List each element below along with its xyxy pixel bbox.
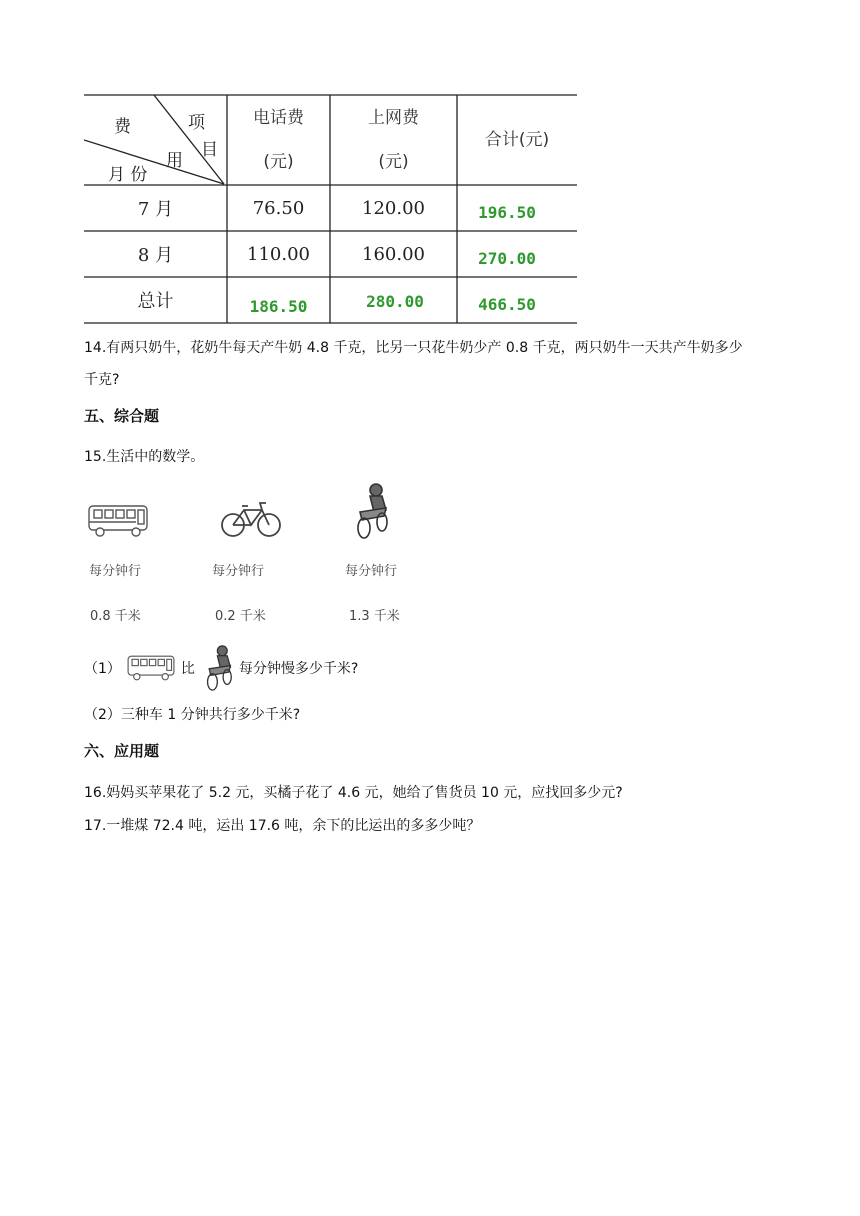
vehicle-caption: 每分钟行 bbox=[212, 564, 265, 579]
section-heading-6: 六、应用题 bbox=[84, 742, 160, 760]
header-internet-fee-unit: (元) bbox=[378, 152, 409, 172]
header-internet-fee bbox=[330, 95, 457, 185]
bus-icon bbox=[121, 653, 181, 683]
phone-fee-cell: 110.00 bbox=[247, 243, 310, 265]
question-15-sub2: （2）三种车 1 分钟共行多少千米? bbox=[84, 707, 301, 723]
header-internet-fee-label: 上网费 bbox=[368, 108, 419, 128]
internet-fee-cell: 120.00 bbox=[362, 197, 425, 219]
corner-label-mu: 目 bbox=[201, 140, 218, 160]
vehicle-caption: 每分钟行 bbox=[345, 564, 398, 579]
question-15-sub1 bbox=[84, 644, 358, 692]
header-total bbox=[457, 95, 577, 185]
row-label: 7 月 bbox=[137, 199, 174, 220]
question-15-title: 15.生活中的数学。 bbox=[84, 449, 205, 465]
vehicle-speed: 0.8 千米 bbox=[90, 609, 141, 624]
question-14-line1: 14.有两只奶牛，花奶牛每天产牛奶 4.8 千克，比另一只花牛奶少产 0.8 千克，两只奶牛一天共产牛奶多少 bbox=[84, 340, 743, 356]
motorcycle-icon bbox=[201, 644, 237, 692]
vehicle-speed: 0.2 千米 bbox=[215, 609, 266, 624]
phone-fee-cell: 76.50 bbox=[252, 197, 305, 219]
motorcycle-icon bbox=[350, 482, 394, 540]
corner-label-month: 月 份 bbox=[108, 165, 148, 185]
sub1-question: 每分钟慢多少千米? bbox=[238, 661, 359, 677]
bus-icon bbox=[86, 502, 150, 540]
phone-total-answer-cell: 186.50 bbox=[249, 296, 308, 316]
question-17: 17.一堆煤 72.4 吨，运出 17.6 吨，余下的比运出的多多少吨？ bbox=[84, 818, 481, 834]
bicycle-icon bbox=[220, 498, 282, 540]
fee-table bbox=[84, 94, 577, 324]
header-phone-fee-label: 电话费 bbox=[253, 108, 304, 128]
sub1-number: （1） bbox=[84, 661, 121, 677]
corner-label-item: 项 bbox=[188, 113, 205, 133]
total-answer-cell: 196.50 bbox=[478, 202, 536, 222]
row-label-total: 总计 bbox=[137, 291, 174, 312]
row-label: 8 月 bbox=[137, 245, 174, 266]
corner-label-fee: 费 bbox=[114, 117, 131, 137]
header-phone-fee bbox=[227, 95, 330, 185]
corner-label-use: 用 bbox=[166, 151, 183, 171]
vehicle-caption: 每分钟行 bbox=[89, 564, 142, 579]
vehicle-speed: 1.3 千米 bbox=[349, 609, 400, 624]
header-phone-fee-unit: (元) bbox=[263, 152, 294, 172]
sub1-compare-word: 比 bbox=[180, 661, 195, 677]
question-14-line2: 千克? bbox=[84, 372, 120, 388]
section-heading-5: 五、综合题 bbox=[84, 407, 160, 425]
total-answer-cell: 270.00 bbox=[478, 248, 536, 268]
header-total-label: 合计(元) bbox=[484, 130, 550, 150]
question-16: 16.妈妈买苹果花了 5.2 元，买橘子花了 4.6 元，她给了售货员 10 元，应找回多少元? bbox=[84, 785, 623, 801]
internet-total-answer-cell: 280.00 bbox=[366, 291, 424, 311]
internet-fee-cell: 160.00 bbox=[362, 243, 425, 265]
grand-total-answer-cell: 466.50 bbox=[478, 294, 536, 314]
